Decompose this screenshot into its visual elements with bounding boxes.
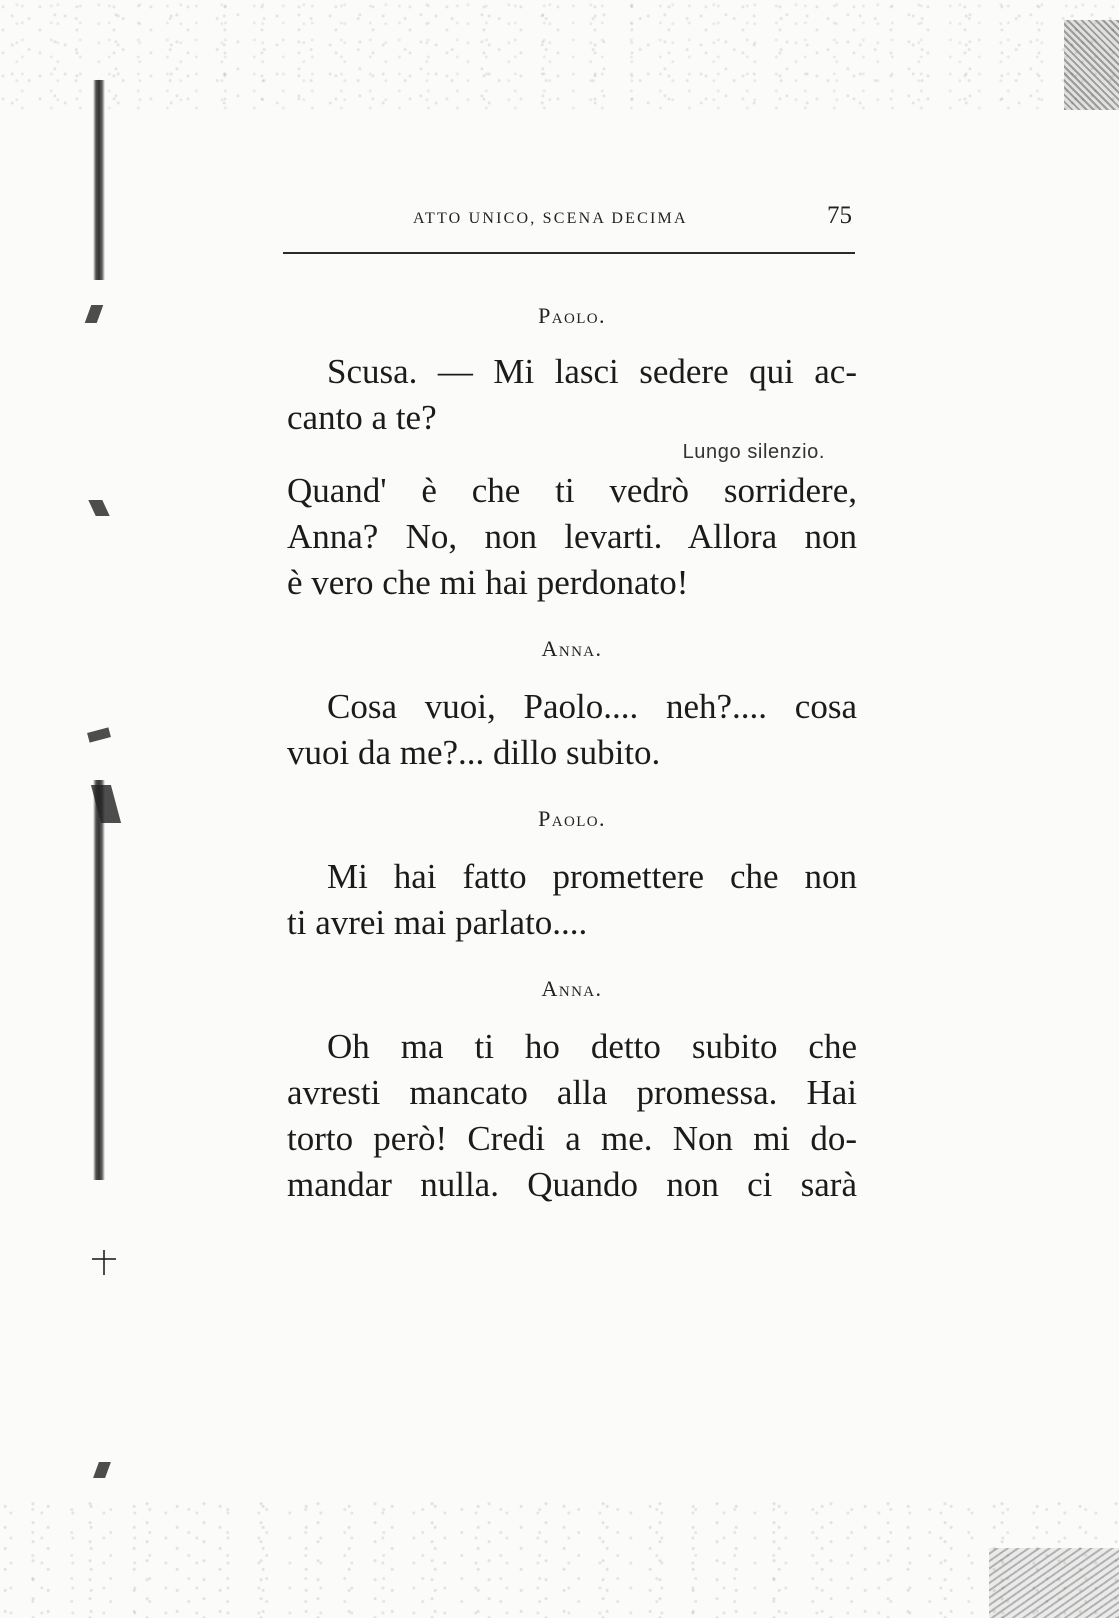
page-number: 75 <box>827 202 852 229</box>
stage-direction: Lungo silenzio. <box>682 441 825 463</box>
text-line: Scusa. — Mi lasci sedere qui ac- <box>327 352 857 391</box>
speaker-name: Paolo. <box>538 303 606 328</box>
binding-mark <box>85 305 104 323</box>
scan-artifact-bottom-right <box>989 1548 1119 1618</box>
text-line: Mi hai fatto promettere che non <box>327 857 857 896</box>
running-header <box>285 198 855 238</box>
binding-mark <box>103 1250 105 1275</box>
text-line: Cosa vuoi, Paolo.... neh?.... cosa <box>327 687 857 726</box>
scan-noise-bottom <box>0 1498 1119 1618</box>
binding-shadow-upper <box>93 80 105 280</box>
dialogue-text <box>287 303 857 1208</box>
text-line: avresti mancato alla promessa. Hai <box>287 1073 857 1112</box>
speaker-name: Anna. <box>541 636 603 661</box>
scan-artifact-top-right <box>1064 20 1119 110</box>
binding-shadow-lower <box>93 780 105 1180</box>
text-line: vuoi da me?... dillo subito. <box>287 733 661 772</box>
text-line: ti avrei mai parlato.... <box>287 903 588 942</box>
text-line: Anna? No, non levarti. Allora non <box>287 517 857 556</box>
text-line: torto però! Credi a me. Non mi do- <box>287 1119 857 1158</box>
scan-noise-top <box>0 0 1119 110</box>
text-line: canto a te? <box>287 398 437 437</box>
header-rule <box>283 252 855 254</box>
text-line: Oh ma ti ho detto subito che <box>327 1027 857 1066</box>
binding-mark <box>93 1462 111 1478</box>
speaker-name: Paolo. <box>538 806 606 831</box>
binding-mark <box>88 500 109 516</box>
text-line: è vero che mi hai perdonato! <box>287 563 689 602</box>
speaker-name: Anna. <box>541 976 603 1001</box>
binding-mark <box>87 727 111 742</box>
text-line: Quand' è che ti vedrò sorridere, <box>287 471 857 510</box>
text-line: mandar nulla. Quando non ci sarà <box>287 1165 857 1204</box>
running-title: ATTO UNICO, SCENA DECIMA <box>413 210 688 227</box>
